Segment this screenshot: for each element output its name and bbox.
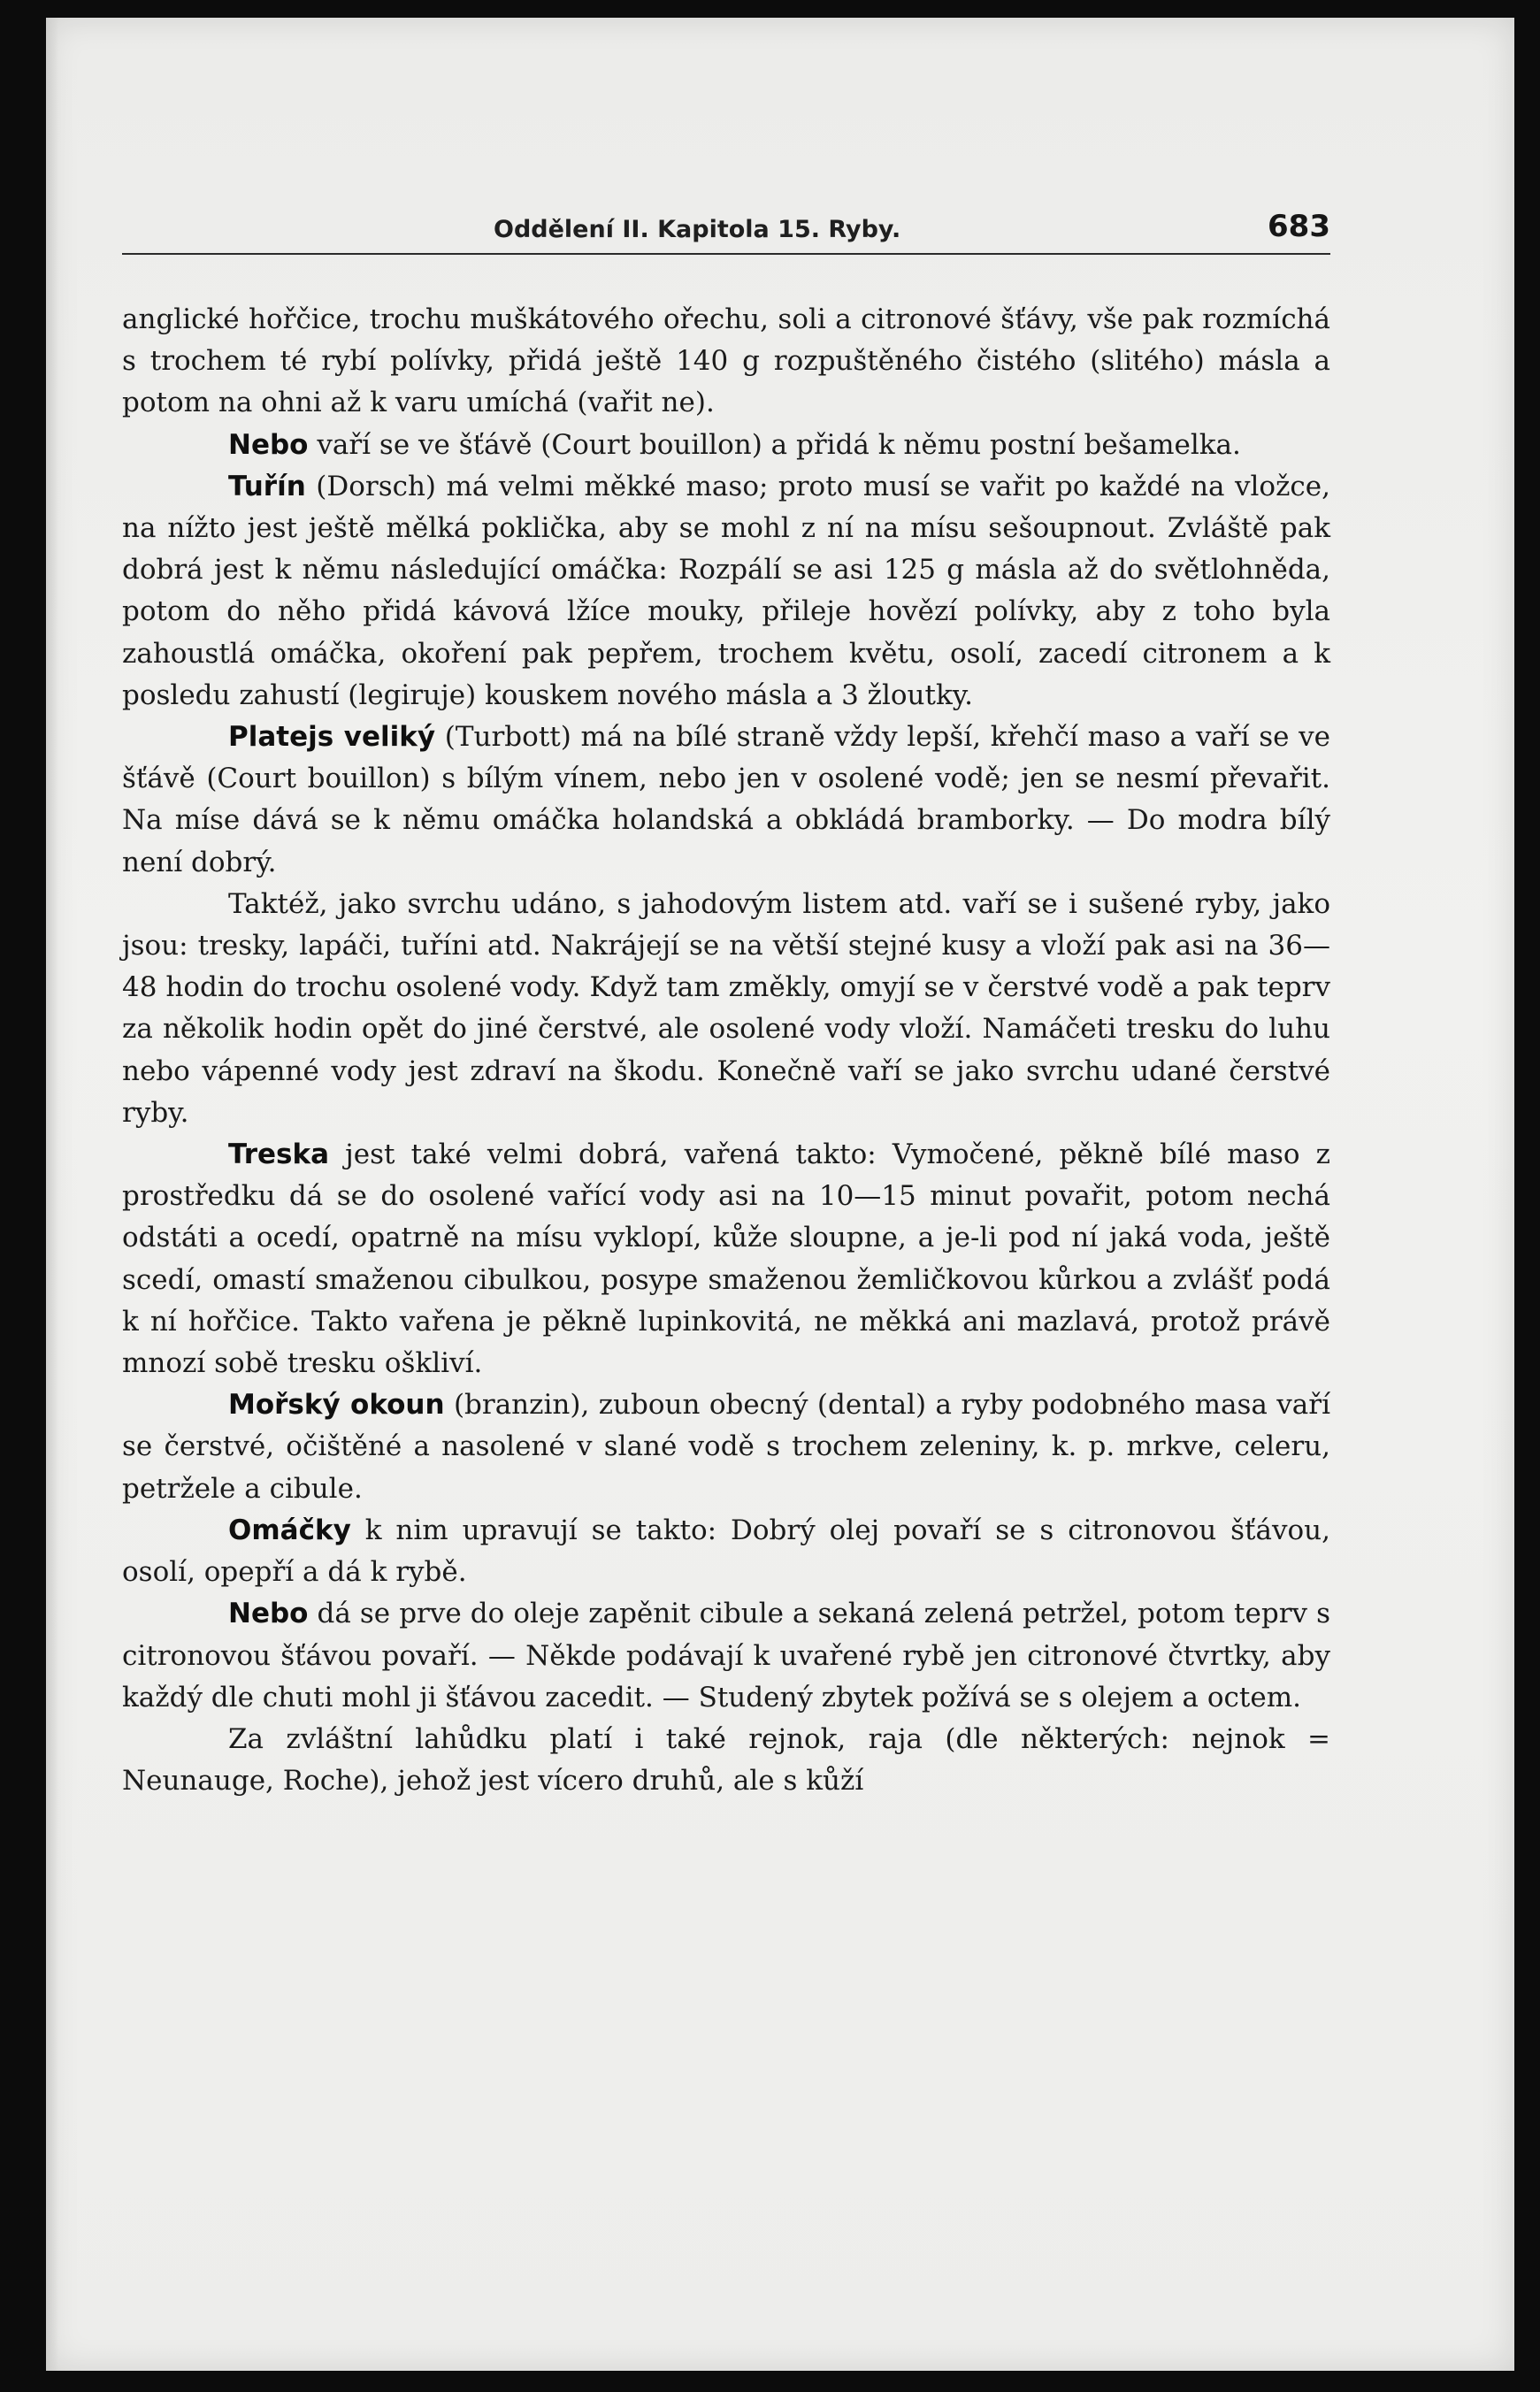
- paragraph-lead: Nebo: [228, 1598, 309, 1630]
- paragraph-lead: Platejs veliký: [228, 721, 436, 754]
- paragraph-lead: Mořský okoun: [228, 1389, 445, 1422]
- paragraph: [122, 1719, 1330, 1802]
- paragraph-text: (branzin), zuboun obecný (dental) a ryby podobného masa vaří se čerstvé, očištěné a nasolené v slané vodě s trochem zeleniny, k. p. mrkve, celeru, petržele a cibule.: [122, 1389, 1330, 1505]
- paragraph: [122, 466, 1330, 717]
- page-number: 683: [1268, 209, 1330, 244]
- paragraph: [122, 1593, 1330, 1719]
- paragraph: [122, 299, 1330, 425]
- running-title: Oddělení II. Kapitola 15. Ryby.: [494, 216, 901, 243]
- paragraph-text: vaří se ve šťávě (Court bouillon) a přidá k němu postní bešamelka.: [308, 428, 1241, 461]
- paragraph: [122, 1384, 1330, 1510]
- paragraph-text: dá se prve do oleje zapěnit cibule a sekaná zelená petržel, potom teprv s citronovou šťávou povaří. — Někde podávají k uvařené rybě jen citronové čtvrtky, aby každý dle chuti mohl ji šťávou zacedit. — Studený zbytek požívá se s olejem a octem.: [122, 1598, 1330, 1714]
- paragraph: [122, 1510, 1330, 1593]
- body-text: [122, 299, 1330, 1802]
- paragraph-text: Taktéž, jako svrchu udáno, s jahodovým listem atd. vaří se i sušené ryby, jako jsou: tresky, lapáči, tuříni atd. Nakrájejí se na větší stejné kusy a vloží pak asi na 36—48 hodin do trochu osolené vody. Když tam změkly, omyjí se v čerstvé vodě a pak teprv za několik hodin opět do jiné čerstvé, ale osolené vody vloží. Namáčeti tresku do luhu nebo vápenné vody jest zdraví na škodu. Konečně vaří se jako svrchu udané čerstvé ryby.: [122, 887, 1330, 1129]
- paragraph-lead: Tuřín: [228, 470, 306, 502]
- header-rule: [122, 253, 1330, 255]
- paragraph-text: (Dorsch) má velmi měkké maso; proto musí se vařit po každé na vložce, na nížto jest ještě mělká poklička, aby se mohl z ní na mísu sešoupnout. Zvláště pak dobrá jest k němu následující omáčka: Rozpálí se asi 125 g másla až do světlohněda, potom do něho přidá kávová lžíce mouky, přileje hovězí polívky, aby z toho byla zahoustlá omáčka, okoření pak pepřem, trochem květu, osolí, zacedí citronem a k posledu zahustí (legiruje) kouskem nového másla a 3 žloutky.: [122, 470, 1330, 711]
- paragraph-lead: Omáčky: [228, 1514, 351, 1546]
- paragraph: [122, 717, 1330, 884]
- paragraph-text: Za zvláštní lahůdku platí i také rejnok, raja (dle některých: nejnok = Neunauge, Roche), jehož jest vícero druhů, ale s kůží: [122, 1722, 1330, 1798]
- paragraph-text: k nim upravují se takto: Dobrý olej povaří se s citronovou šťávou, osolí, opepří a dá k rybě.: [122, 1514, 1330, 1589]
- paragraph: [122, 1134, 1330, 1384]
- paragraph: [122, 884, 1330, 1134]
- paragraph-text: anglické hořčice, trochu muškátového ořechu, soli a citronové šťávy, vše pak rozmíchá s trochem té rybí polívky, přidá ještě 140 g rozpuštěného čistého (slitého) másla a potom na ohni až k varu umíchá (vařit ne).: [122, 303, 1330, 419]
- paragraph-text: (Turbott) má na bílé straně vždy lepší, křehčí maso a vaří se ve šťávě (Court bouillon) s bílým vínem, nebo jen v osolené vodě; jen se nesmí převařit. Na míse dává se k němu omáčka holandská a obkládá bramborky. — Do modra bílý není dobrý.: [122, 721, 1330, 878]
- paragraph-lead: Nebo: [228, 428, 309, 461]
- page-edge-shadow: [46, 18, 58, 2371]
- paragraph-text: jest také velmi dobrá, vařená takto: Vymočené, pěkně bílé maso z prostředku dá se do osolené vařící vody asi na 10—15 minut povařit, potom nechá odstáti a ocedí, opatrně na mísu vyklopí, kůže sloupne, a je-li pod ní jaká voda, ještě scedí, omastí smaženou cibulkou, posype smaženou žemličkovou kůrkou a zvlášť podá k ní hořčice. Takto vařena je pěkně lupinkovitá, ne měkká ani mazlavá, protož právě mnozí sobě tresku oškliví.: [122, 1138, 1330, 1380]
- running-head: [122, 198, 1330, 255]
- paragraph-lead: Treska: [228, 1138, 330, 1171]
- paragraph: [122, 425, 1330, 466]
